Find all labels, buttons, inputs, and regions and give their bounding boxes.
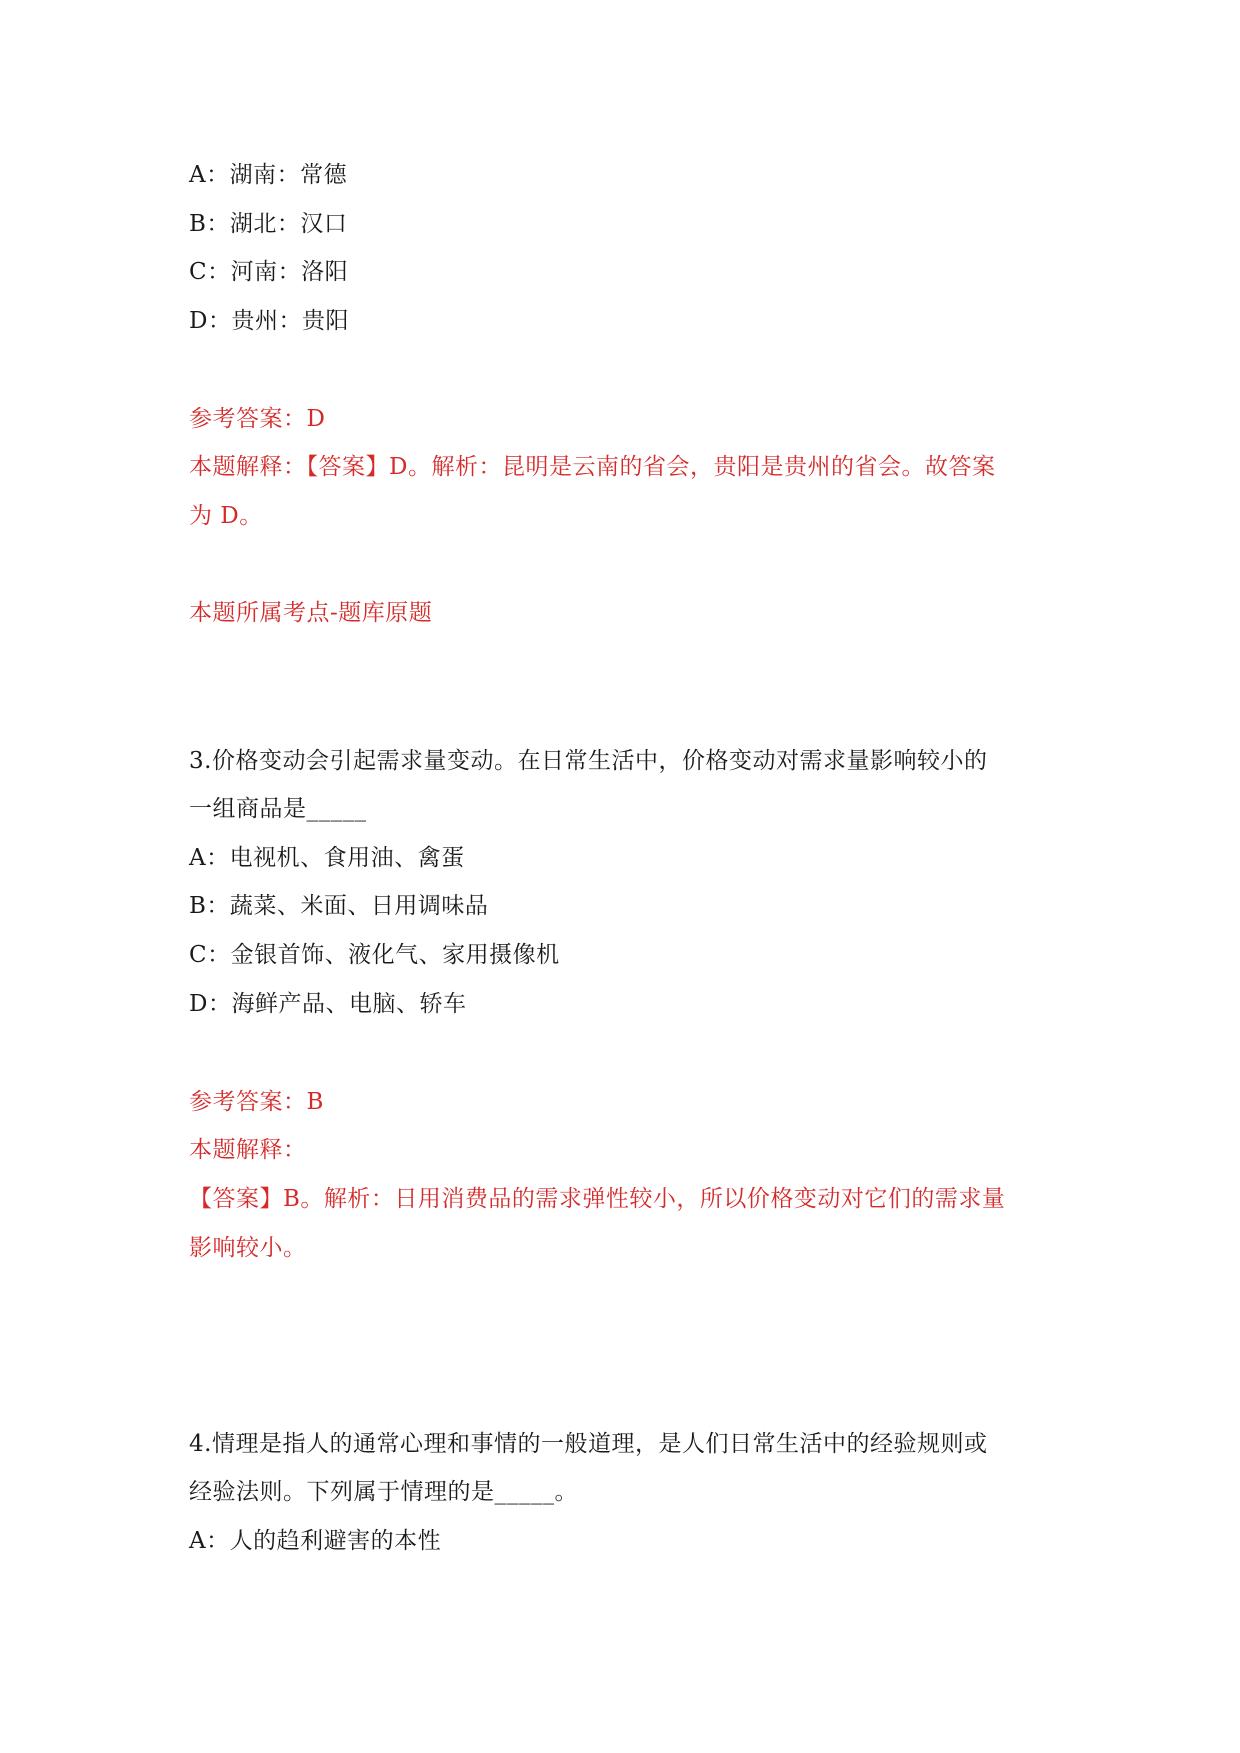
q3-explanation-line-2: 影响较小。: [189, 1235, 307, 1261]
q4-stem-line-1: 4.情理是指人的通常心理和事情的一般道理，是人们日常生活中的经验规则或: [189, 1431, 988, 1457]
q2-answer: 参考答案：D: [189, 406, 326, 432]
q3-option-d: D：海鲜产品、电脑、轿车: [189, 991, 467, 1017]
q3-option-c: C：金银首饰、液化气、家用摄像机: [189, 942, 560, 968]
q3-answer: 参考答案：B: [189, 1089, 324, 1115]
q2-explanation-line-2: 为 D。: [189, 503, 263, 529]
q2-option-a: A：湖南：常德: [189, 162, 348, 188]
q2-topic: 本题所属考点-题库原题: [189, 600, 433, 626]
q4-option-a: A：人的趋利避害的本性: [189, 1528, 442, 1554]
q3-stem-line-1: 3.价格变动会引起需求量变动。在日常生活中，价格变动对需求量影响较小的: [189, 748, 988, 774]
q3-option-a: A：电视机、食用油、禽蛋: [189, 845, 465, 871]
q2-explanation-line-1: 本题解释：【答案】D。解析：昆明是云南的省会，贵阳是贵州的省会。故答案: [189, 454, 996, 480]
q2-option-c: C：河南：洛阳: [189, 259, 349, 285]
q3-option-b: B：蔬菜、米面、日用调味品: [189, 893, 489, 919]
q4-stem-line-2: 经验法则。下列属于情理的是_____。: [189, 1479, 578, 1505]
q3-stem-line-2: 一组商品是_____: [189, 796, 367, 822]
q2-option-d: D：贵州：贵阳: [189, 308, 349, 334]
q3-explanation-line-1: 【答案】B。解析：日用消费品的需求弹性较小，所以价格变动对它们的需求量: [189, 1186, 1006, 1212]
q2-option-b: B：湖北：汉口: [189, 211, 348, 237]
q3-explanation-label: 本题解释：: [189, 1137, 307, 1163]
